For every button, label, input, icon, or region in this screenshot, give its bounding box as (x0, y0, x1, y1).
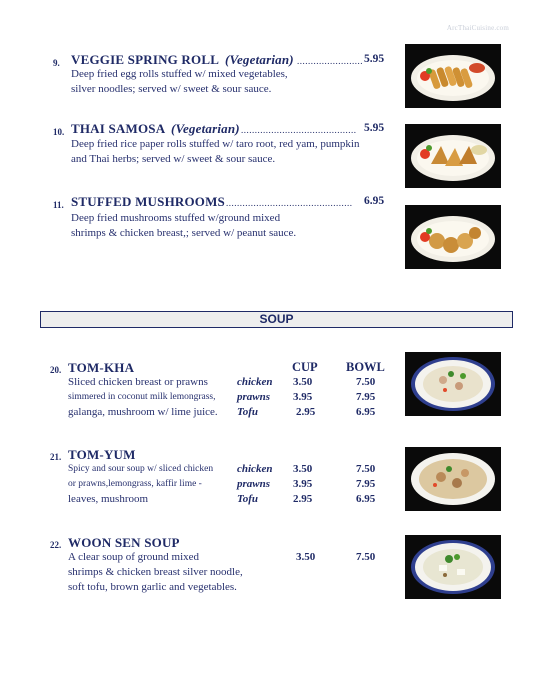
cup-prices: 3.50 3.95 2.95 (293, 376, 316, 418)
bowl-prices: 7.50 7.95 6.95 (356, 463, 376, 505)
item-description: Sliced chicken breast or prawns simmered in coconut milk lemongrass, galanga, mushroom w/ lime juice. (68, 376, 218, 418)
item-number: 21. (50, 452, 62, 462)
item-number: 9. (53, 58, 60, 68)
item-description: A clear soup of ground mixed shrimps & chicken breast silver noodle, soft tofu, brown garlic and vegetables. (68, 551, 243, 593)
tom-yum-photo (405, 447, 501, 511)
bowl-column-header: BOWL (346, 360, 385, 374)
bowl-price: 7.50 (356, 551, 376, 563)
item-tag: (Vegetarian) (225, 52, 294, 67)
soup-section-header: SOUP (40, 311, 513, 328)
item-description: Deep fried mushrooms stuffed w/ground mixed shrimps & chicken breast,; served w/ peanut sauce. (71, 212, 297, 239)
item-price: 6.95 (364, 195, 385, 207)
item-number: 10. (53, 127, 65, 137)
cup-price: 3.50 (296, 551, 316, 563)
woon-sen-soup-photo (405, 535, 501, 599)
bowl-prices: 7.50 7.95 6.95 (356, 376, 376, 418)
item-name: TOM-KHA (68, 360, 135, 375)
item-description: Deep fried rice paper rolls stuffed w/ taro root, red yam, pumpkin and Thai herbs; served w/ sweet & sour sauce. (71, 138, 360, 165)
item-name: THAI SAMOSA (71, 121, 166, 136)
size-options: chicken prawns Tofu (237, 463, 273, 505)
cup-prices: 3.50 3.95 2.95 (293, 463, 313, 505)
size-options: chicken prawns Tofu (237, 376, 273, 418)
spring-roll-photo (405, 44, 501, 108)
item-price: 5.95 (364, 53, 385, 65)
item-name: TOM-YUM (68, 447, 136, 462)
tom-kha-photo (405, 352, 501, 416)
item-number: 22. (50, 540, 62, 550)
item-description: Deep fried egg rolls stuffed w/ mixed vegetables, silver noodles; served w/ sweet & sour sauce. (71, 68, 288, 95)
leader-dots: .......................................... (241, 125, 357, 135)
samosa-photo (405, 124, 501, 188)
item-price: 5.95 (364, 122, 385, 134)
item-name: VEGGIE SPRING ROLL (71, 52, 220, 67)
item-number: 20. (50, 365, 62, 375)
leader-dots: .............................................. (226, 198, 353, 208)
cup-column-header: CUP (292, 360, 318, 374)
item-name: STUFFED MUSHROOMS (71, 194, 225, 209)
stuffed-mushrooms-photo (405, 205, 501, 269)
item-tag: (Vegetarian) (171, 121, 240, 136)
leader-dots: ........................ (297, 56, 363, 66)
item-description: Spicy and sour soup w/ sliced chicken or prawns,lemongrass, kaffir lime - leaves, mushroom (68, 464, 214, 505)
watermark: ArcThaiCuisine.com (446, 24, 509, 32)
item-number: 11. (53, 200, 64, 210)
item-name: WOON SEN SOUP (68, 535, 180, 550)
